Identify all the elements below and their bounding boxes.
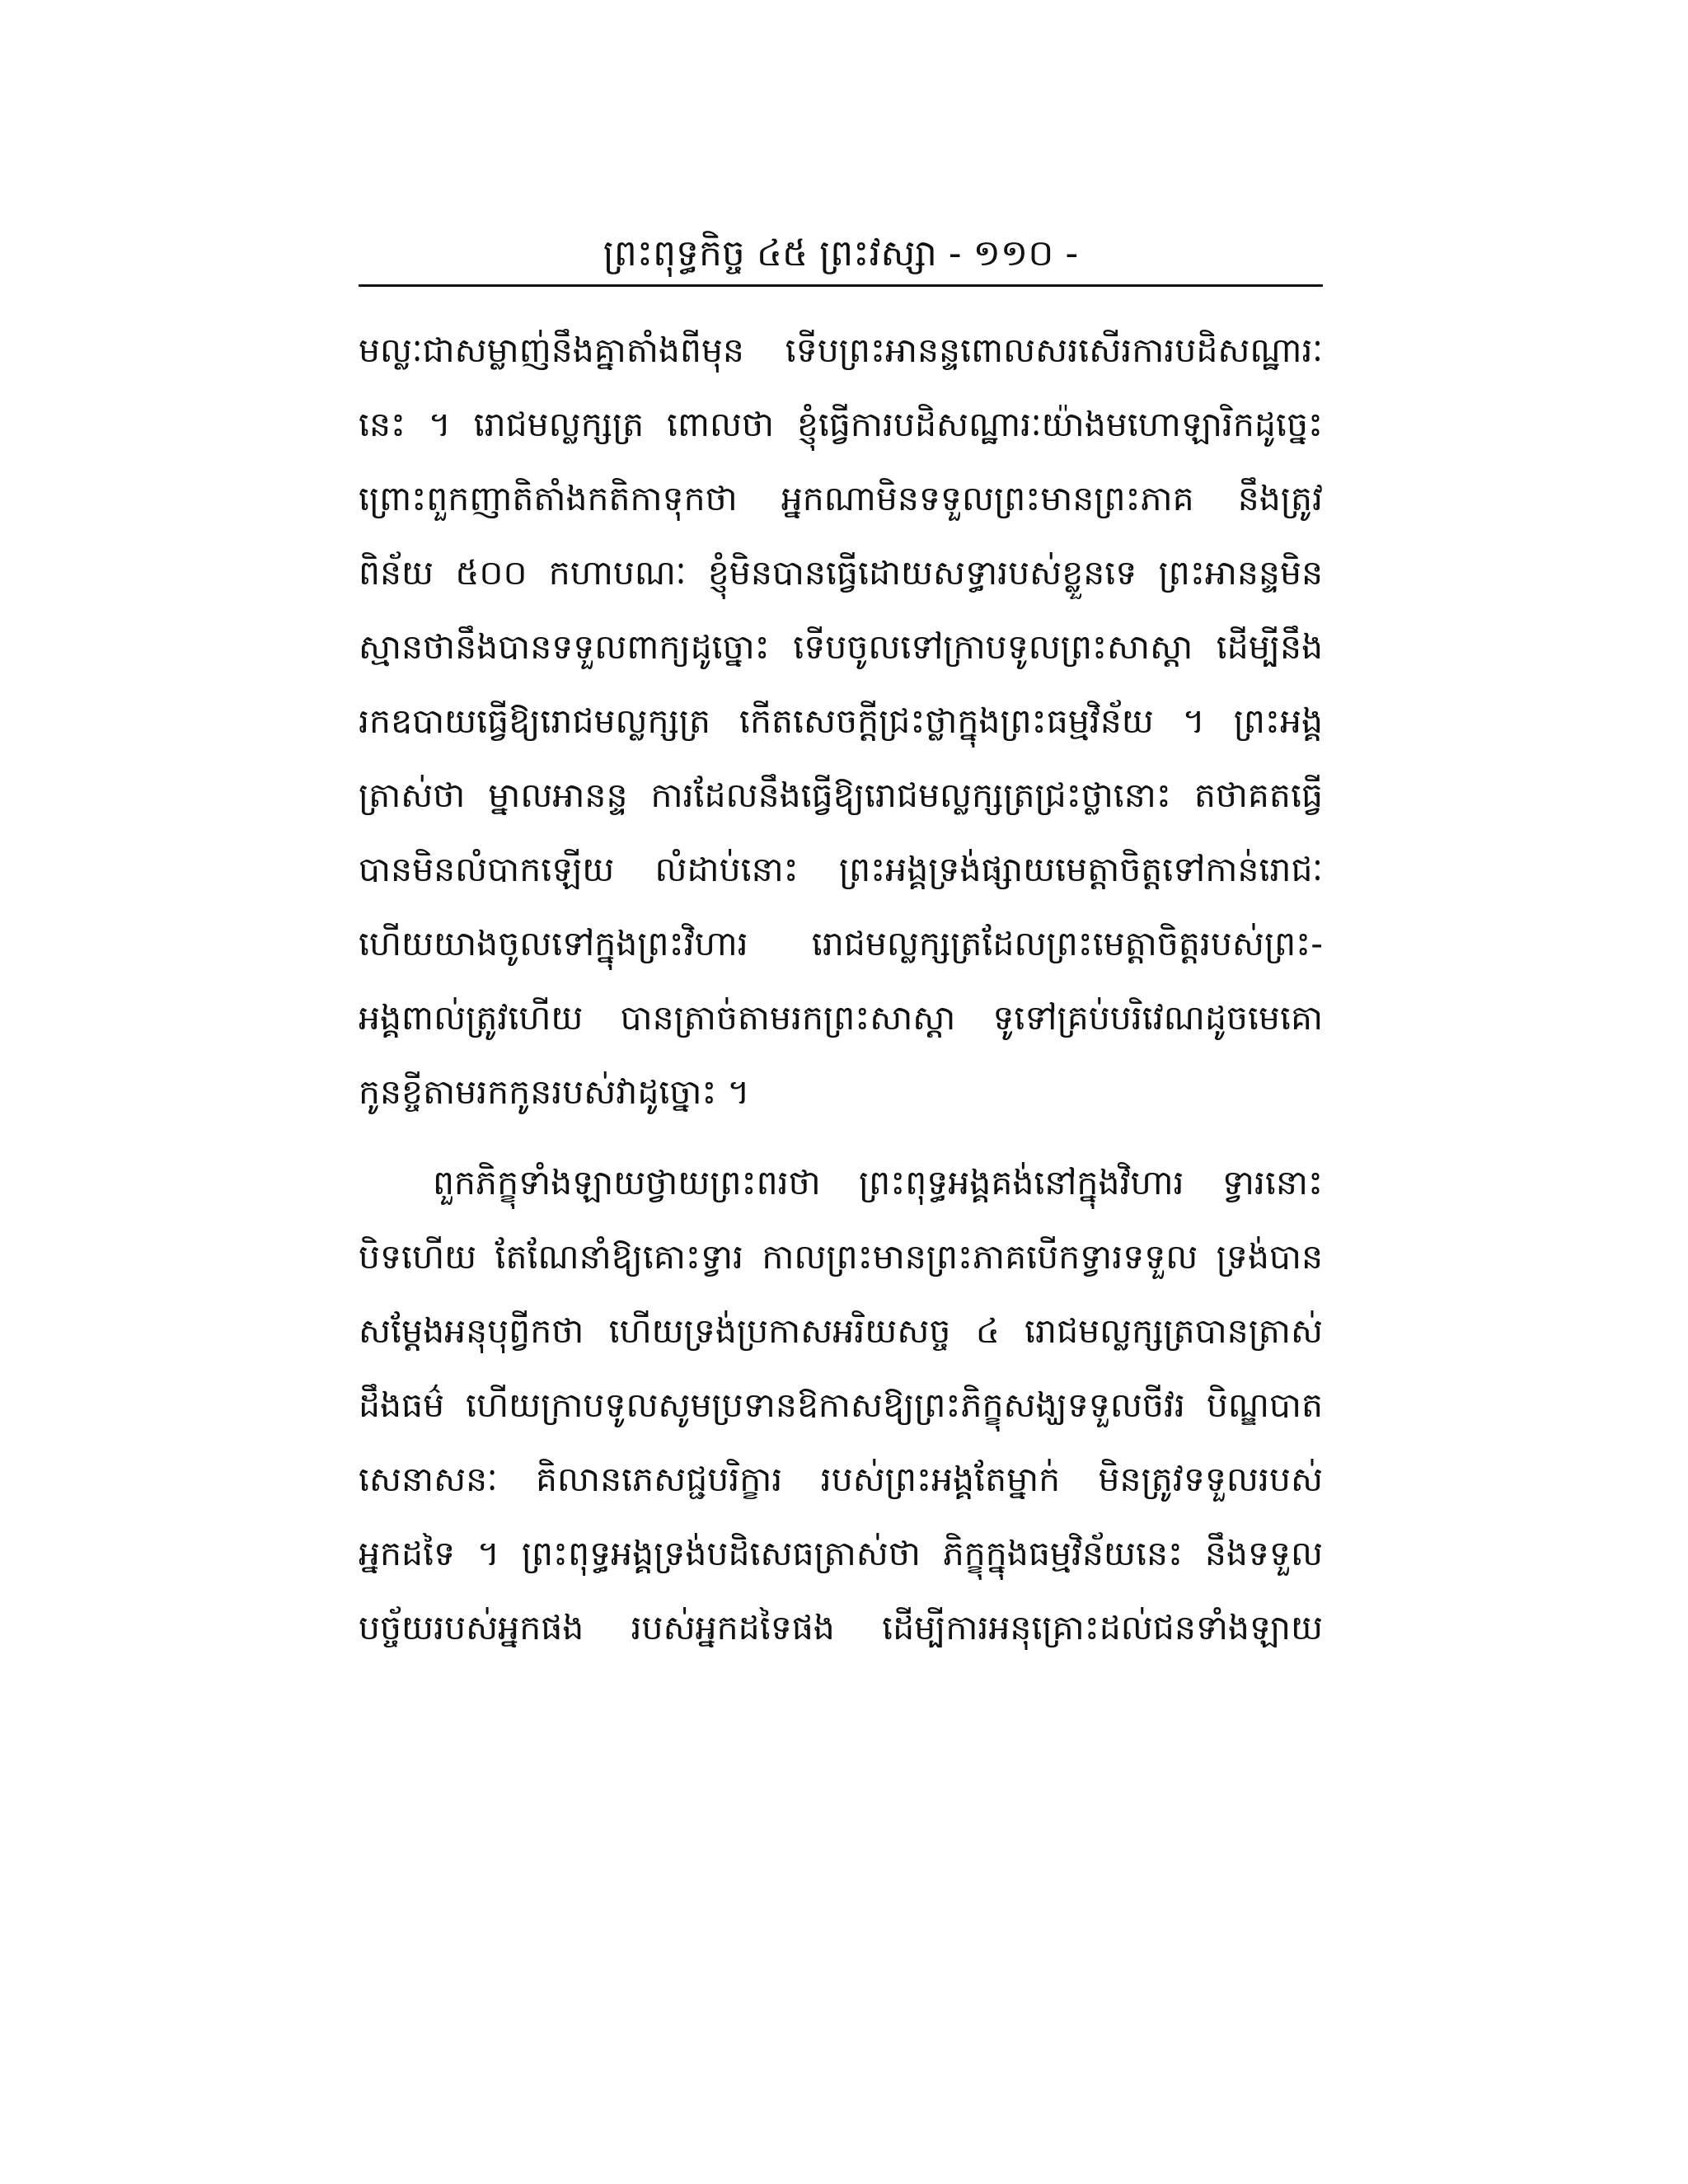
text-line: ពួកភិក្ខុទាំងឡាយថ្វាយព្រះពរថា ព្រះពុទ្ធអង្គគង់នៅក្នុងវិហារ ទ្វារនោះ [433,1163,1323,1202]
text-line: អ្នកដទៃ ។ ព្រះពុទ្ធអង្គទ្រង់បដិសេធត្រាស់ថា ភិក្ខុក្នុងធម្មវិន័យនេះ នឹងទទួល [359,1534,1323,1573]
text-line: ពិន័យ ៥០០ កហាបណៈ ខ្ញុំមិនបានធ្វើដោយសទ្ធារបស់ខ្លួនទេ ព្រះអានន្ទមិន [359,553,1323,593]
text-line: សេនាសនៈ គិលានភេសជ្ជបរិក្ខារ របស់ព្រះអង្គតែម្នាក់ មិនត្រូវទទួលរបស់ [359,1460,1323,1499]
text-line: បានមិនលំបាកឡើយ លំដាប់នោះ ព្រះអង្គទ្រង់ផ្សាយមេត្តាចិត្តទៅកាន់រោជៈ [359,850,1323,889]
paragraph-1 [359,313,1323,1129]
text-line: កូនខ្ចីតាមរកកូនរបស់វាដូច្នោះ ។ [359,1072,750,1112]
paragraph-gap [359,1129,1323,1146]
text-line: ព្រោះពួកញាតិតាំងកតិកាទុកថា អ្នកណាមិនទទួលព្រះមានព្រះភាគ នឹងត្រូវ [359,479,1323,518]
running-header: ព្រះពុទ្ធកិច្ច ៤៥ ព្រះវស្សា - ១១០ - [603,232,1079,274]
text-line: រកឧបាយធ្វើឱ្យរោជមល្លក្សត្រ កើតសេចក្តីជ្រះថ្លាក្នុងព្រះធម្មវិន័យ ។ ព្រះអង្គ [359,701,1323,741]
text-line: បច្ច័យរបស់អ្នកផង របស់អ្នកដទៃផង ដើម្បីការអនុគ្រោះដល់ជនទាំងឡាយ [359,1608,1323,1647]
text-line: នេះ ។ រោជមល្លក្សត្រ ពោលថា ខ្ញុំធ្វើការបដិសណ្ឋារៈយ៉ាងមហោឡារិកដូច្នេះ [359,405,1323,444]
text-line: ហើយយាងចូលទៅក្នុងព្រះវិហារ រោជមល្លក្សត្រដែលព្រះមេត្តាចិត្តរបស់ព្រះ- [359,924,1323,963]
body-text [359,313,1323,1665]
text-line: សម្តែងអនុបុព្វីកថា ហើយទ្រង់ប្រកាសអរិយសច្ច ៤ រោជមល្លក្សត្របានត្រាស់ [359,1311,1323,1351]
text-line: ដឹងធម៌ ហើយក្រាបទូលសូមប្រទានឱកាសឱ្យព្រះភិក្ខុសង្ឃទទួលចីវរ បិណ្ឌបាត [359,1385,1323,1425]
text-line: មល្លៈជាសម្លាញ់នឹងគ្នាតាំងពីមុន ទើបព្រះអានន្ទពោលសរសើរការបដិសណ្ឋារៈ [359,330,1323,370]
text-line: ត្រាស់ថា ម្នាលអានន្ទ ការដែលនឹងធ្វើឱ្យរោជមល្លក្សត្រជ្រះថ្លានោះ តថាគតធ្វើ [359,776,1323,815]
paragraph-2 [359,1146,1323,1665]
text-line: ស្មានថានឹងបានទទួលពាក្យដូច្នោះ ទើបចូលទៅក្រាបទូលព្រះសាស្តា ដើម្បីនឹង [359,627,1323,667]
text-line: អង្គពាល់ត្រូវហើយ បានត្រាច់តាមរកព្រះសាស្តា ទូទៅគ្រប់បរិវេណដូចមេគោ [359,998,1323,1038]
header-rule [359,284,1323,287]
text-line: បិទហើយ តែណែនាំឱ្យគោះទ្វារ កាលព្រះមានព្រះភាគបើកទ្វារទទួល ទ្រង់បាន [359,1237,1323,1277]
